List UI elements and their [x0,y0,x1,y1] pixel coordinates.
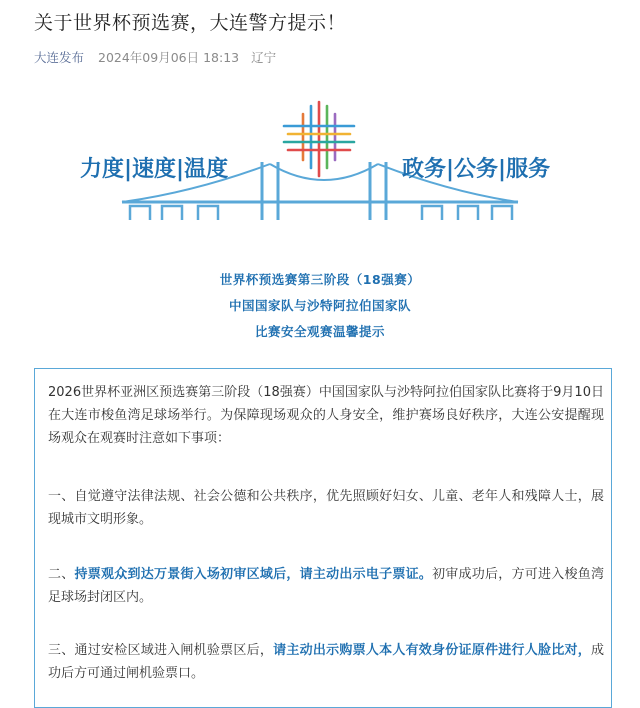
notice-box [34,368,612,708]
banner-left-slogan: 力度|速度|温度 [80,157,229,182]
notice-item-3-prefix: 三、通过安检区域进入闸机验票区后， [48,643,274,658]
source-account-link[interactable]: 大连发布 [34,50,85,65]
publish-location: 辽宁 [251,50,277,65]
article-meta [34,48,276,66]
banner-right-slogan: 政务|公务|服务 [402,157,551,182]
article-title: 关于世界杯预选赛，大连警方提示！ [34,12,347,34]
publish-date: 2024年09月06日 [98,50,200,65]
notice-item-2-rest: 初审成功后，方可进入梭鱼湾足球场封闭区内。 [48,567,604,605]
heading-line-1: 世界杯预选赛第三阶段（18强赛） [219,272,421,287]
notice-item-3 [48,639,604,685]
heading-line-2: 中国国家队与沙特阿拉伯国家队 [228,298,411,313]
notice-intro: 2026世界杯亚洲区预选赛第三阶段（18强赛）中国国家队与沙特阿拉伯国家队比赛将于9月10日在大连市梭鱼湾足球场举行。为保障现场观众的人身安全，维护赛场良好秩序，大连公安提醒现场观众在观赛时注意如下事项： [48,385,604,446]
publish-time: 18:13 [203,50,240,65]
banner-image [30,92,610,252]
notice-item-1: 一、自觉遵守法律法规、社会公德和公共秩序，优先照顾好妇女、儿童、老年人和残障人士，展现城市文明形象。 [48,489,604,527]
notice-item-2-prefix: 二、 [48,567,75,582]
logo-mark [284,102,354,176]
heading-line-3: 比赛安全观赛温馨提示 [254,324,385,339]
notice-item-3-highlight: 请主动出示购票人本人有效身份证原件进行人脸比对， [273,643,591,658]
notice-item-3-rest: 成功后方可通过闸机验票口。 [48,643,604,681]
notice-item-2-highlight: 持票观众到达万景街入场初审区域后，请主动出示电子票证。 [74,567,433,582]
notice-item-2 [48,563,604,609]
